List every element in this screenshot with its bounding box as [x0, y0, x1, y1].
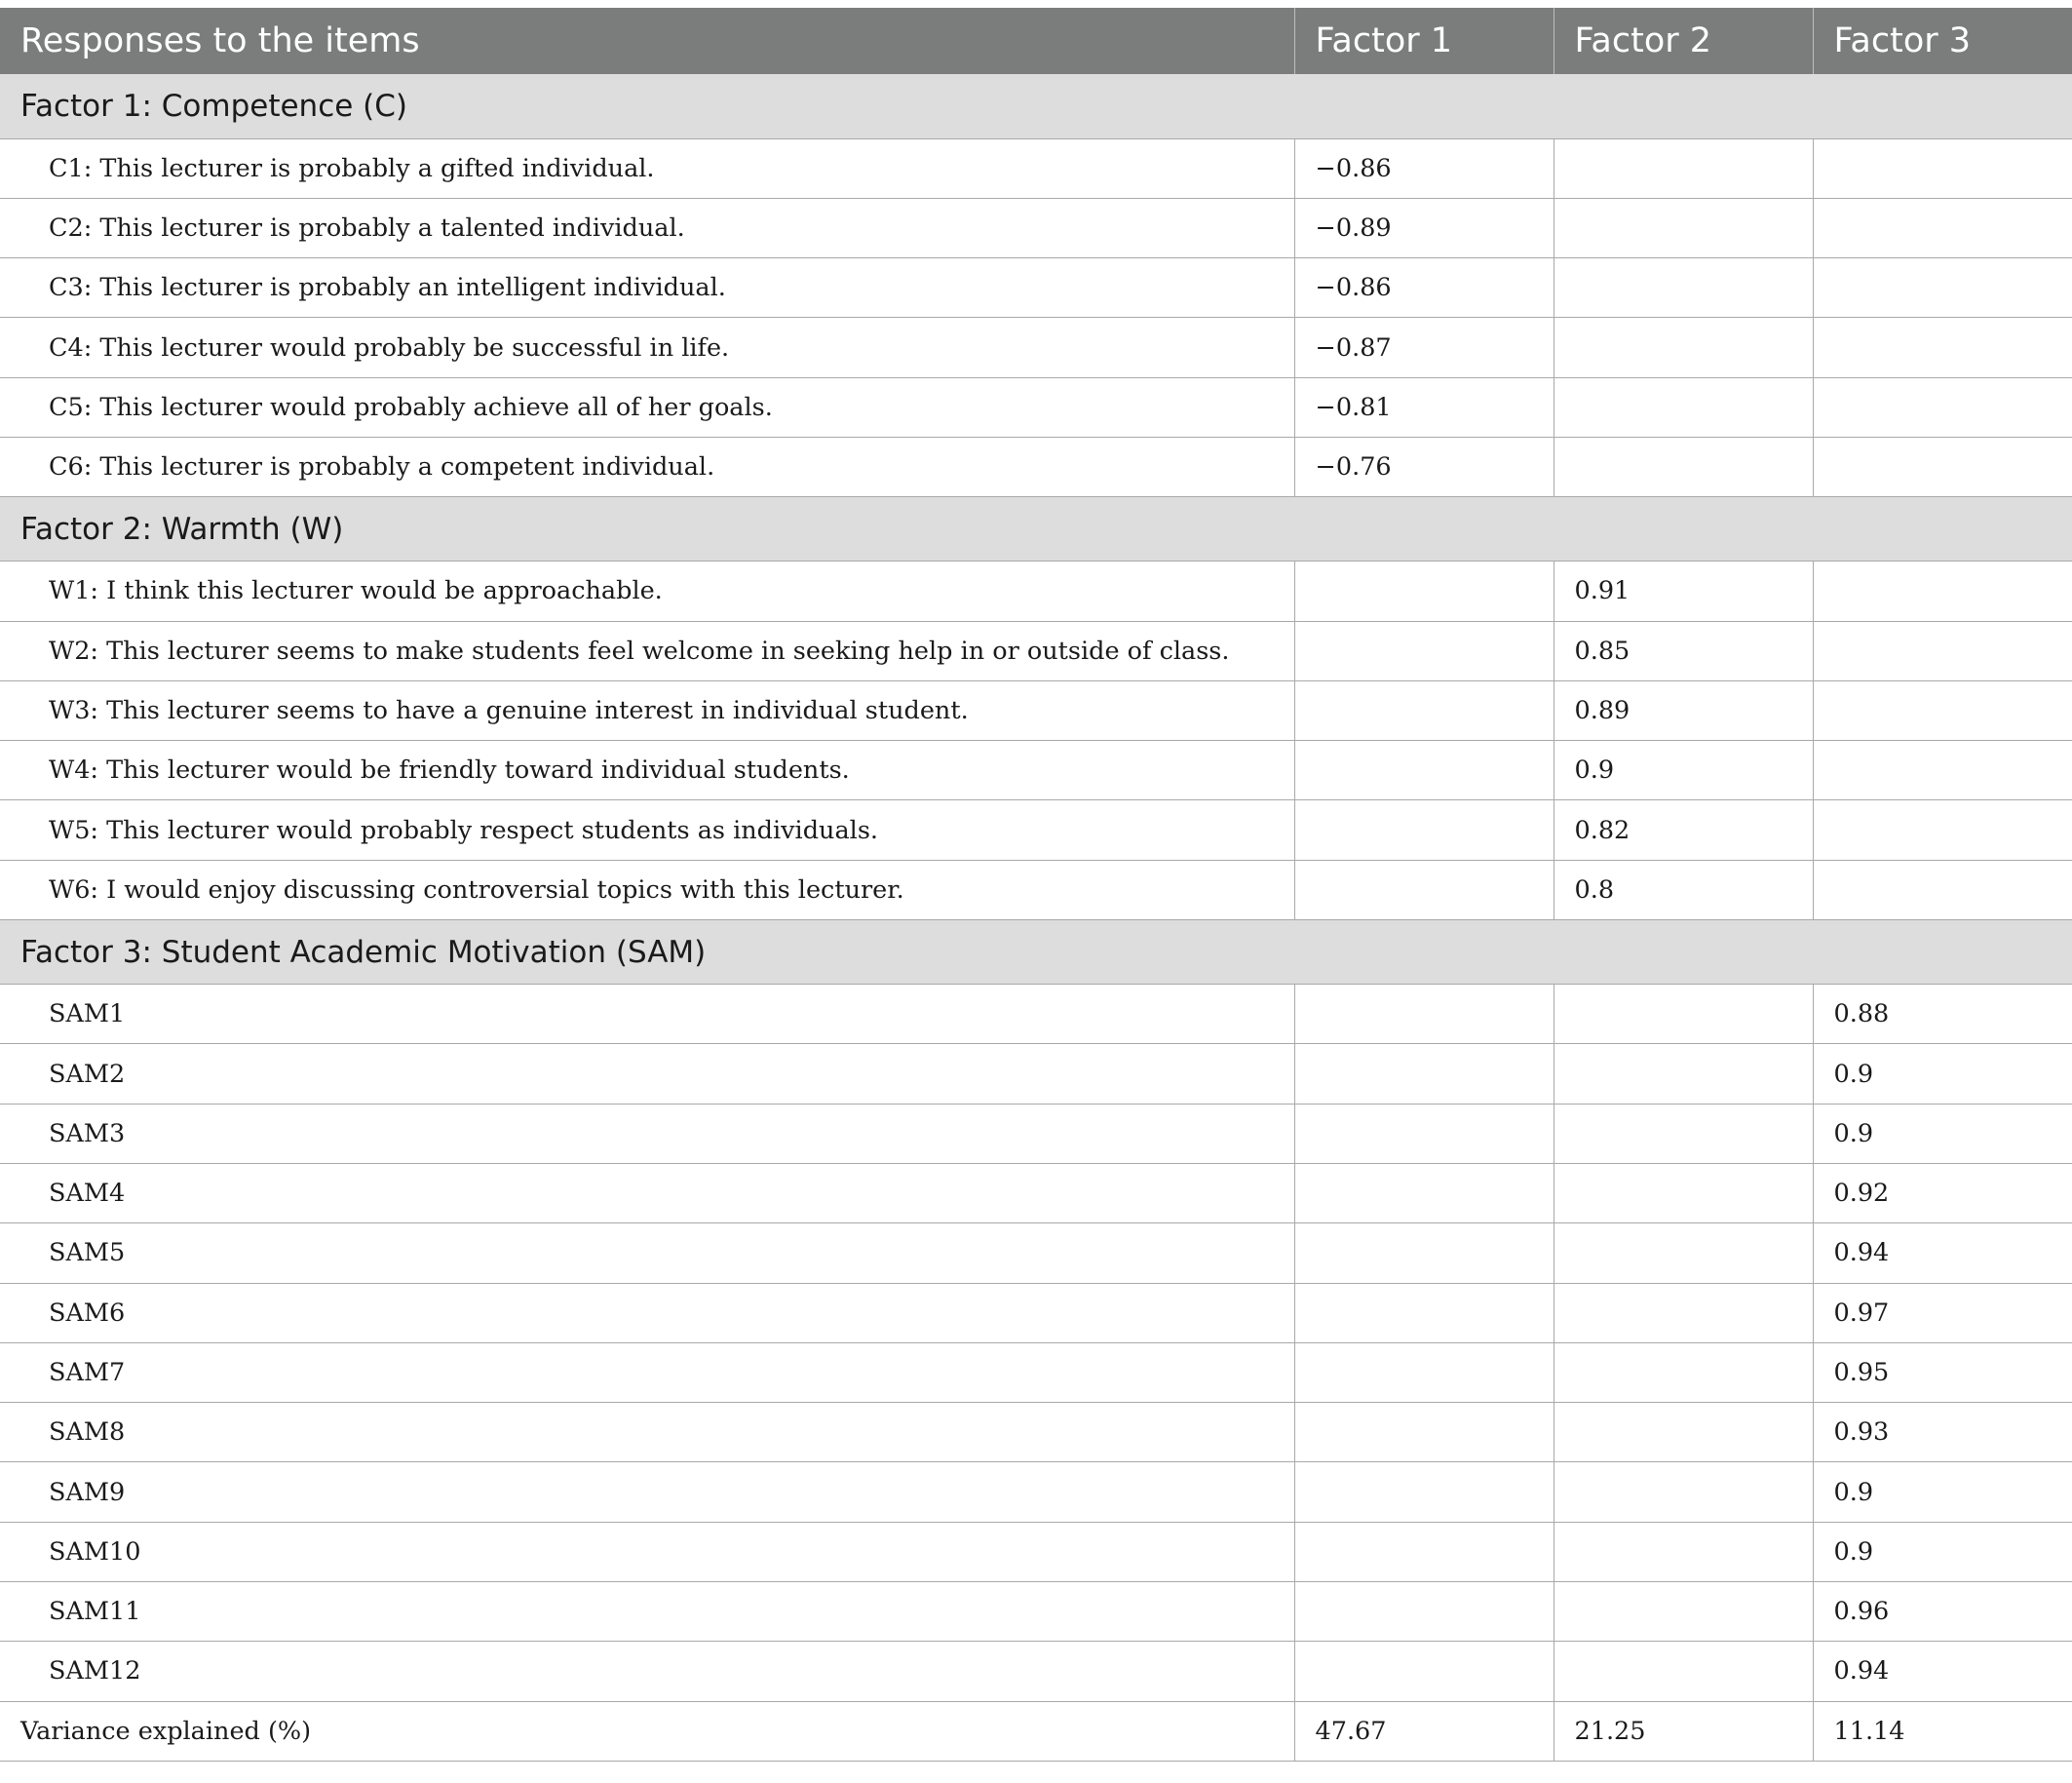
factor-3-value: [1813, 198, 2072, 257]
factor-1-value: [1294, 1283, 1554, 1342]
table-row: [0, 318, 2072, 377]
factor-1-value: [1294, 1044, 1554, 1104]
table-row: [0, 1104, 2072, 1163]
factor-1-value: [1294, 621, 1554, 680]
item-text: W4: This lecturer would be friendly toward individual students.: [0, 741, 1294, 800]
factor-1-value: [1294, 1462, 1554, 1522]
factor-3-value: 0.96: [1813, 1582, 2072, 1642]
factor-3-value: [1813, 138, 2072, 198]
factor-3-value: 0.9: [1813, 1104, 2072, 1163]
factor-3-value: [1813, 377, 2072, 437]
table-row: [0, 138, 2072, 198]
factor-3-value: 0.9: [1813, 1044, 2072, 1104]
table-row: [0, 860, 2072, 919]
item-text: W1: I think this lecturer would be approachable.: [0, 562, 1294, 621]
header-factor-2: Factor 2: [1554, 8, 1813, 74]
factor-3-value: 0.9: [1813, 1462, 2072, 1522]
factor-3-value: [1813, 621, 2072, 680]
factor-1-value: [1294, 680, 1554, 740]
section-row: [0, 74, 2072, 138]
factor-3-value: [1813, 258, 2072, 318]
item-text: W6: I would enjoy discussing controversial topics with this lecturer.: [0, 860, 1294, 919]
factor-3-value: 0.93: [1813, 1403, 2072, 1462]
variance-factor-1: 47.67: [1294, 1701, 1554, 1761]
item-text: SAM7: [0, 1342, 1294, 1402]
factor-loadings-table: [0, 8, 2072, 1762]
factor-3-value: [1813, 318, 2072, 377]
item-text: C2: This lecturer is probably a talented individual.: [0, 198, 1294, 257]
factor-2-value: [1554, 198, 1813, 257]
table-row: [0, 680, 2072, 740]
factor-2-value: [1554, 985, 1813, 1044]
header-row: [0, 8, 2072, 74]
item-text: C3: This lecturer is probably an intelligent individual.: [0, 258, 1294, 318]
item-text: SAM10: [0, 1522, 1294, 1581]
item-text: C1: This lecturer is probably a gifted individual.: [0, 138, 1294, 198]
factor-2-value: 0.8: [1554, 860, 1813, 919]
item-text: C5: This lecturer would probably achieve all of her goals.: [0, 377, 1294, 437]
table-row: [0, 437, 2072, 496]
item-text: C4: This lecturer would probably be successful in life.: [0, 318, 1294, 377]
factor-1-value: [1294, 1642, 1554, 1701]
factor-2-value: [1554, 1223, 1813, 1283]
table-row: [0, 1283, 2072, 1342]
section-title: Factor 1: Competence (C): [0, 74, 2072, 138]
factor-2-value: 0.82: [1554, 800, 1813, 860]
factor-3-value: [1813, 437, 2072, 496]
item-text: SAM9: [0, 1462, 1294, 1522]
section-title: Factor 2: Warmth (W): [0, 497, 2072, 562]
factor-loadings-table-container: [0, 8, 2072, 1762]
table-row: [0, 741, 2072, 800]
item-text: SAM6: [0, 1283, 1294, 1342]
factor-1-value: [1294, 1223, 1554, 1283]
header-factor-1: Factor 1: [1294, 8, 1554, 74]
table-row: [0, 1163, 2072, 1222]
section-row: [0, 497, 2072, 562]
table-row: [0, 1642, 2072, 1701]
factor-2-value: [1554, 377, 1813, 437]
factor-2-value: 0.9: [1554, 741, 1813, 800]
factor-1-value: [1294, 1342, 1554, 1402]
factor-1-value: −0.81: [1294, 377, 1554, 437]
factor-3-value: 0.94: [1813, 1642, 2072, 1701]
table-row: [0, 1522, 2072, 1581]
factor-3-value: 0.97: [1813, 1283, 2072, 1342]
variance-factor-2: 21.25: [1554, 1701, 1813, 1761]
factor-1-value: [1294, 562, 1554, 621]
factor-2-value: [1554, 1044, 1813, 1104]
table-row: [0, 800, 2072, 860]
header-factor-3: Factor 3: [1813, 8, 2072, 74]
item-text: SAM5: [0, 1223, 1294, 1283]
table-row: [0, 1403, 2072, 1462]
table-row: [0, 377, 2072, 437]
table-body: [0, 74, 2072, 1761]
factor-1-value: [1294, 1522, 1554, 1581]
factor-3-value: 0.94: [1813, 1223, 2072, 1283]
factor-2-value: [1554, 1522, 1813, 1581]
section-row: [0, 920, 2072, 985]
factor-2-value: [1554, 318, 1813, 377]
factor-2-value: [1554, 1163, 1813, 1222]
factor-1-value: [1294, 985, 1554, 1044]
item-text: W2: This lecturer seems to make students feel welcome in seeking help in or outside of class.: [0, 621, 1294, 680]
factor-1-value: −0.87: [1294, 318, 1554, 377]
table-row: [0, 621, 2072, 680]
table-row: [0, 1044, 2072, 1104]
factor-2-value: [1554, 437, 1813, 496]
factor-2-value: 0.85: [1554, 621, 1813, 680]
item-text: SAM2: [0, 1044, 1294, 1104]
factor-2-value: [1554, 258, 1813, 318]
factor-2-value: [1554, 138, 1813, 198]
factor-1-value: −0.86: [1294, 258, 1554, 318]
item-text: SAM4: [0, 1163, 1294, 1222]
variance-row: [0, 1701, 2072, 1761]
table-row: [0, 1582, 2072, 1642]
factor-1-value: [1294, 1163, 1554, 1222]
factor-2-value: [1554, 1582, 1813, 1642]
factor-1-value: −0.76: [1294, 437, 1554, 496]
factor-3-value: 0.92: [1813, 1163, 2072, 1222]
factor-1-value: [1294, 741, 1554, 800]
table-row: [0, 1342, 2072, 1402]
factor-3-value: [1813, 741, 2072, 800]
factor-3-value: [1813, 800, 2072, 860]
factor-2-value: 0.91: [1554, 562, 1813, 621]
factor-2-value: [1554, 1104, 1813, 1163]
factor-3-value: 0.9: [1813, 1522, 2072, 1581]
factor-1-value: −0.89: [1294, 198, 1554, 257]
item-text: SAM8: [0, 1403, 1294, 1462]
factor-1-value: [1294, 1104, 1554, 1163]
item-text: C6: This lecturer is probably a competent individual.: [0, 437, 1294, 496]
item-text: SAM3: [0, 1104, 1294, 1163]
factor-1-value: [1294, 860, 1554, 919]
variance-factor-3: 11.14: [1813, 1701, 2072, 1761]
factor-2-value: [1554, 1462, 1813, 1522]
header-responses: Responses to the items: [0, 8, 1294, 74]
item-text: SAM1: [0, 985, 1294, 1044]
table-header: [0, 8, 2072, 74]
variance-label: Variance explained (%): [0, 1701, 1294, 1761]
factor-2-value: [1554, 1283, 1813, 1342]
item-text: SAM11: [0, 1582, 1294, 1642]
factor-3-value: [1813, 680, 2072, 740]
factor-1-value: [1294, 1403, 1554, 1462]
section-title: Factor 3: Student Academic Motivation (SAM): [0, 920, 2072, 985]
table-row: [0, 1462, 2072, 1522]
factor-3-value: [1813, 562, 2072, 621]
item-text: W5: This lecturer would probably respect students as individuals.: [0, 800, 1294, 860]
factor-1-value: [1294, 800, 1554, 860]
factor-2-value: [1554, 1342, 1813, 1402]
factor-3-value: 0.88: [1813, 985, 2072, 1044]
factor-1-value: [1294, 1582, 1554, 1642]
item-text: SAM12: [0, 1642, 1294, 1701]
table-row: [0, 562, 2072, 621]
table-row: [0, 985, 2072, 1044]
table-row: [0, 1223, 2072, 1283]
table-row: [0, 258, 2072, 318]
factor-2-value: [1554, 1403, 1813, 1462]
table-row: [0, 198, 2072, 257]
factor-3-value: 0.95: [1813, 1342, 2072, 1402]
factor-3-value: [1813, 860, 2072, 919]
factor-2-value: 0.89: [1554, 680, 1813, 740]
item-text: W3: This lecturer seems to have a genuine interest in individual student.: [0, 680, 1294, 740]
factor-1-value: −0.86: [1294, 138, 1554, 198]
factor-2-value: [1554, 1642, 1813, 1701]
